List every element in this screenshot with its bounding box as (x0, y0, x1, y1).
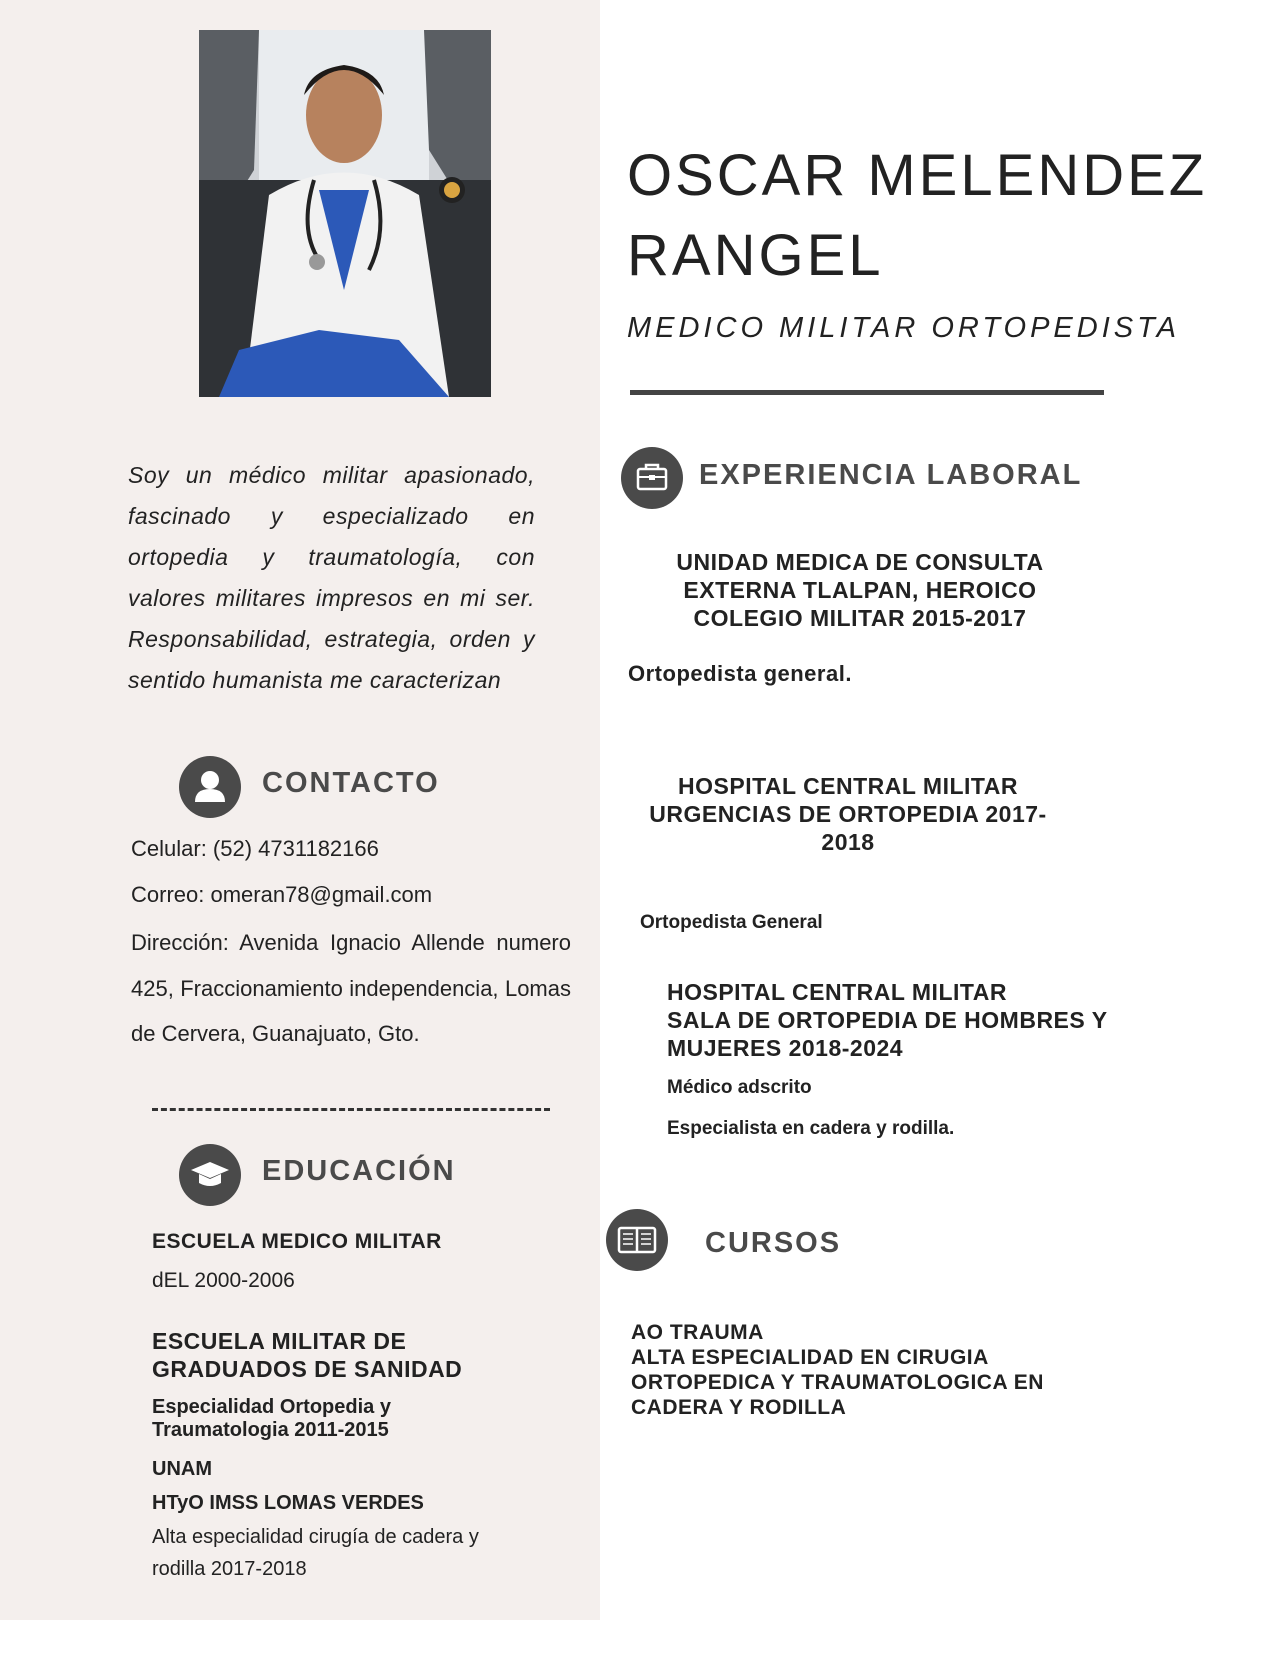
full-name (627, 136, 1207, 296)
job1-title (640, 548, 1080, 632)
edu-school2-spec-line2: Traumatologia 2011-2015 (152, 1419, 389, 1441)
courses-title: CURSOS (705, 1227, 842, 1259)
experience-title: EXPERIENCIA LABORAL (699, 459, 1083, 491)
edu-school2-line1: ESCUELA MILITAR DE (152, 1328, 407, 1354)
job3-title-line1: HOSPITAL CENTRAL MILITAR (667, 979, 1007, 1005)
job3-title (667, 978, 1108, 1062)
dashed-divider (152, 1108, 550, 1111)
edu-unam: UNAM (152, 1458, 212, 1480)
job1-title-line1: UNIDAD MEDICA DE CONSULTA (676, 549, 1044, 575)
edu-school1-dates: dEL 2000-2006 (152, 1269, 295, 1292)
job1-description: Ortopedista general. (628, 661, 852, 686)
job2-title-line2: URGENCIAS DE ORTOPEDIA 2017- (649, 801, 1047, 827)
course-item: ORTOPEDICA Y TRAUMATOLOGICA EN (631, 1371, 1044, 1394)
book-icon (606, 1209, 668, 1271)
briefcase-icon (621, 447, 683, 509)
contact-phone: Celular: (52) 4731182166 (131, 836, 379, 861)
about-text: Soy un médico militar apasionado, fascinado y especializado en ortopedia y traumatología, con valores militares impresos en mi ser. Responsabilidad, estrategia, orden y sentido humanista me caracterizan (128, 462, 535, 693)
name-line2: RANGEL (627, 223, 884, 288)
job3-title-line2: SALA DE ORTOPEDIA DE HOMBRES Y (667, 1007, 1108, 1033)
contact-title: CONTACTO (262, 767, 440, 799)
edu-school2-line2: GRADUADOS DE SANIDAD (152, 1356, 463, 1382)
job-role: MEDICO MILITAR ORTOPEDISTA (627, 312, 1181, 344)
job1-title-line3: COLEGIO MILITAR 2015-2017 (693, 605, 1027, 631)
courses-list (631, 1320, 1044, 1420)
job2-title (628, 772, 1068, 856)
job3-description1: Médico adscrito (667, 1077, 812, 1098)
edu-htyo: HTyO IMSS LOMAS VERDES (152, 1492, 424, 1514)
person-icon (179, 756, 241, 818)
job2-title-line1: HOSPITAL CENTRAL MILITAR (678, 773, 1018, 799)
job3-title-line3: MUJERES 2018-2024 (667, 1035, 904, 1061)
edu-school1: ESCUELA MEDICO MILITAR (152, 1230, 442, 1253)
profile-photo (199, 30, 491, 397)
edu-school2-spec-line1: Especialidad Ortopedia y (152, 1396, 391, 1418)
contact-email: Correo: omeran78@gmail.com (131, 882, 433, 907)
edu-htyo-desc-line2: rodilla 2017-2018 (152, 1558, 307, 1580)
education-title: EDUCACIÓN (262, 1155, 456, 1187)
job1-title-line2: EXTERNA TLALPAN, HEROICO (683, 577, 1037, 603)
edu-htyo-desc-line1: Alta especialidad cirugía de cadera y (152, 1526, 479, 1548)
header-rule (630, 390, 1104, 395)
course-item: ALTA ESPECIALIDAD EN CIRUGIA (631, 1346, 989, 1369)
job3-description2: Especialista en cadera y rodilla. (667, 1118, 955, 1139)
contact-address: Dirección: Avenida Ignacio Allende numero 425, Fraccionamiento independencia, Lomas de Cervera, Guanajuato, Gto. (131, 930, 571, 1046)
name-line1: OSCAR MELENDEZ (627, 143, 1208, 208)
job2-title-line3: 2018 (821, 829, 875, 855)
job2-description: Ortopedista General (640, 912, 823, 933)
course-item: AO TRAUMA (631, 1321, 764, 1344)
graduation-cap-icon (179, 1144, 241, 1206)
course-item: CADERA Y RODILLA (631, 1396, 847, 1419)
